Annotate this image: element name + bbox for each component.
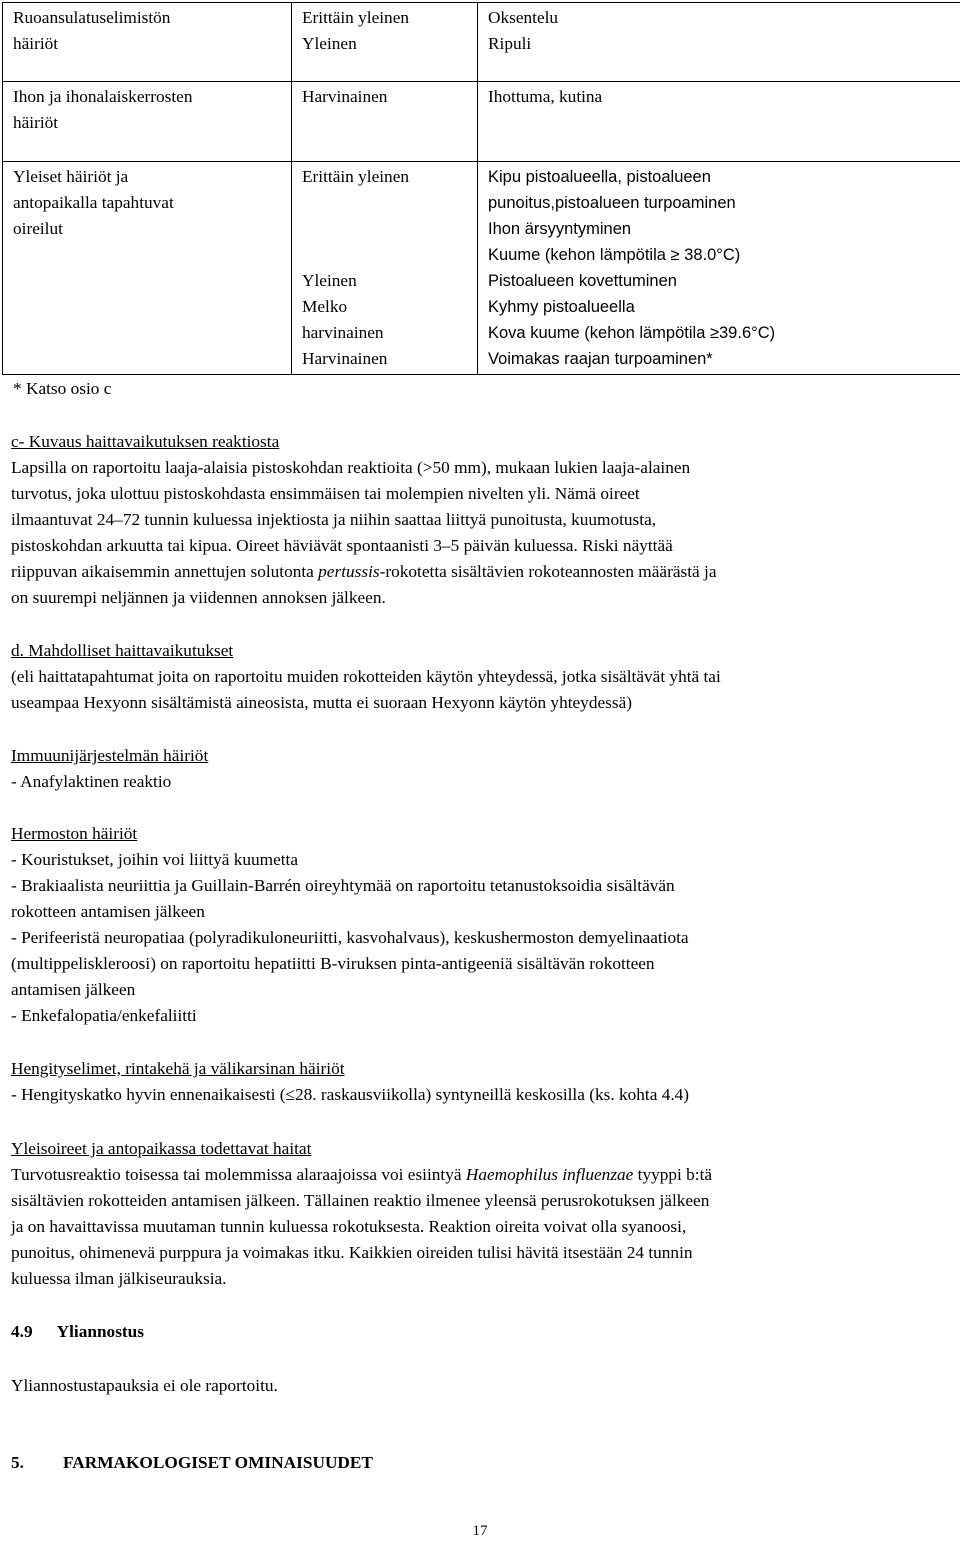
category-text: häiriöt [13,110,282,136]
effect-cell [478,162,960,375]
paragraph-line: ja on havaittavissa muutaman tunnin kuluessa rokotuksesta. Reaktion oireita voivat olla syanoosi, [11,1214,946,1240]
paragraph-line: kuluessa ilman jälkiseurauksia. [11,1266,946,1292]
frequency-text: harvinainen [302,320,468,346]
list-item: - Anafylaktinen reaktio [11,769,946,795]
paragraph-line: on suurempi neljännen ja viidennen annoksen jälkeen. [11,585,946,611]
category-cell [3,82,292,162]
paragraph-line [11,559,946,585]
text-span: Turvotusreaktio toisessa tai molemmissa alaraajoissa voi esiintyä [11,1165,466,1184]
list-item: antamisen jälkeen [11,977,946,1003]
nervous-heading: Hermoston häiriöt [11,821,946,847]
section-c [11,429,946,611]
paragraph-line: Yliannostustapauksia ei ole raportoitu. [11,1373,946,1399]
category-text: oireilut [13,216,282,242]
paragraph-line: ilmaantuvat 24–72 tunnin kuluessa injektiosta ja niihin saattaa liittyä punoitusta, kuumotusta, [11,507,946,533]
list-item: - Kouristukset, joihin voi liittyä kuumetta [11,847,946,873]
list-item: - Enkefalopatia/enkefaliitti [11,1003,946,1029]
section-heading-line [11,1450,946,1476]
effect-text: Ripuli [488,31,958,57]
frequency-text: Harvinainen [302,84,468,110]
text-span: riippuvan aikaisemmin annettujen solutonta [11,562,318,581]
effect-text: Kyhmy pistoalueella [488,294,958,320]
section-number: 5. [11,1453,24,1472]
paragraph-line: sisältävien rokotteiden antamisen jälkeen. Tällainen reaktio ilmenee yleensä perusrokotuksen jälkeen [11,1188,946,1214]
section-4-9-body [11,1373,946,1399]
immune-section [11,743,946,795]
table-row [3,3,960,82]
paragraph-line [11,1162,946,1188]
section-d [11,638,946,716]
table-row [3,162,960,375]
effect-cell [478,3,960,82]
general-section [11,1136,946,1292]
text-span: -rokotetta sisältävien rokoteannosten määrästä ja [380,562,717,581]
category-cell [3,162,292,375]
frequency-text: Melko [302,294,468,320]
table-row [3,82,960,162]
section-heading-line [11,1319,946,1345]
list-item: - Perifeeristä neuropatiaa (polyradikuloneuriitti, kasvohalvaus), keskushermoston demyelinaatiota [11,925,946,951]
list-item: - Hengityskatko hyvin ennenaikaisesti (≤28. raskausviikolla) syntyneillä keskosilla (ks. kohta 4.4) [11,1082,946,1108]
paragraph-line: turvotus, joka ulottuu pistoskohdasta ensimmäisen tai molempien nivelten yli. Nämä oireet [11,481,946,507]
list-item: rokotteen antamisen jälkeen [11,899,946,925]
immune-heading: Immuunijärjestelmän häiriöt [11,743,946,769]
paragraph-line: (eli haittatapahtumat joita on raportoitu muiden rokotteiden käytön yhteydessä, jotka sisältävät yhtä tai [11,664,946,690]
category-cell [3,3,292,82]
nervous-section [11,821,946,1029]
italic-term: Haemophilus influenzae [466,1165,634,1184]
respiratory-section [11,1056,946,1108]
list-item: - Brakiaalista neuriittia ja Guillain-Barrén oireyhtymää on raportoitu tetanustoksoidia sisältävän [11,873,946,899]
effect-text: Oksentelu [488,5,958,31]
paragraph-line: Lapsilla on raportoitu laaja-alaisia pistoskohdan reaktioita (>50 mm), mukaan lukien laaja-alainen [11,455,946,481]
paragraph-line: useampaa Hexyonn sisältämistä aineosista, mutta ei suoraan Hexyonn käytön yhteydessä) [11,690,946,716]
effect-text: Ihottuma, kutina [488,84,958,110]
paragraph-line: punoitus, ohimenevä purppura ja voimakas itku. Kaikkien oireiden tulisi hävitä itsestään 24 tunnin [11,1240,946,1266]
frequency-text: Harvinainen [302,346,468,372]
effect-text: Pistoalueen kovettuminen [488,268,958,294]
list-item: (multippeliskleroosi) on raportoitu hepatiitti B-viruksen pinta-antigeeniä sisältävän rokotteen [11,951,946,977]
section-title: Yliannostus [57,1322,144,1341]
effect-text: Voimakas raajan turpoaminen* [488,346,958,372]
category-text: Ruoansulatuselimistön [13,5,282,31]
section-c-heading: c- Kuvaus haittavaikutuksen reaktiosta [11,429,946,455]
category-text: Ihon ja ihonalaiskerrosten [13,84,282,110]
category-text: häiriöt [13,31,282,57]
footnote-text: * Katso osio c [13,376,111,402]
frequency-text: Erittäin yleinen [302,164,468,190]
adverse-effects-table [2,2,960,375]
effect-text: Ihon ärsyyntyminen [488,216,958,242]
category-text: Yleiset häiriöt ja [13,164,282,190]
frequency-text: Yleinen [302,31,468,57]
frequency-text: Yleinen [302,268,468,294]
section-5-heading [11,1450,946,1476]
effect-text: Kuume (kehon lämpötila ≥ 38.0°C) [488,242,958,268]
effect-cell [478,82,960,162]
page-number: 17 [0,1518,960,1544]
category-text: antopaikalla tapahtuvat [13,190,282,216]
section-title: FARMAKOLOGISET OMINAISUUDET [63,1453,373,1472]
frequency-text: Erittäin yleinen [302,5,468,31]
effect-text: punoitus,pistoalueen turpoaminen [488,190,958,216]
section-d-heading: d. Mahdolliset haittavaikutukset [11,638,946,664]
section-4-9-heading [11,1319,946,1345]
section-number: 4.9 [11,1322,33,1341]
frequency-cell [292,82,478,162]
respiratory-heading: Hengityselimet, rintakehä ja välikarsinan häiriöt [11,1056,946,1082]
effect-text: Kova kuume (kehon lämpötila ≥39.6°C) [488,320,958,346]
text-span: tyyppi b:tä [633,1165,712,1184]
effect-text: Kipu pistoalueella, pistoalueen [488,164,958,190]
paragraph-line: pistoskohdan arkuutta tai kipua. Oireet häviävät spontaanisti 3–5 päivän kuluessa. Riski näyttää [11,533,946,559]
frequency-cell [292,3,478,82]
frequency-cell [292,162,478,375]
general-heading: Yleisoireet ja antopaikassa todettavat haitat [11,1136,946,1162]
italic-term: pertussis [318,562,379,581]
